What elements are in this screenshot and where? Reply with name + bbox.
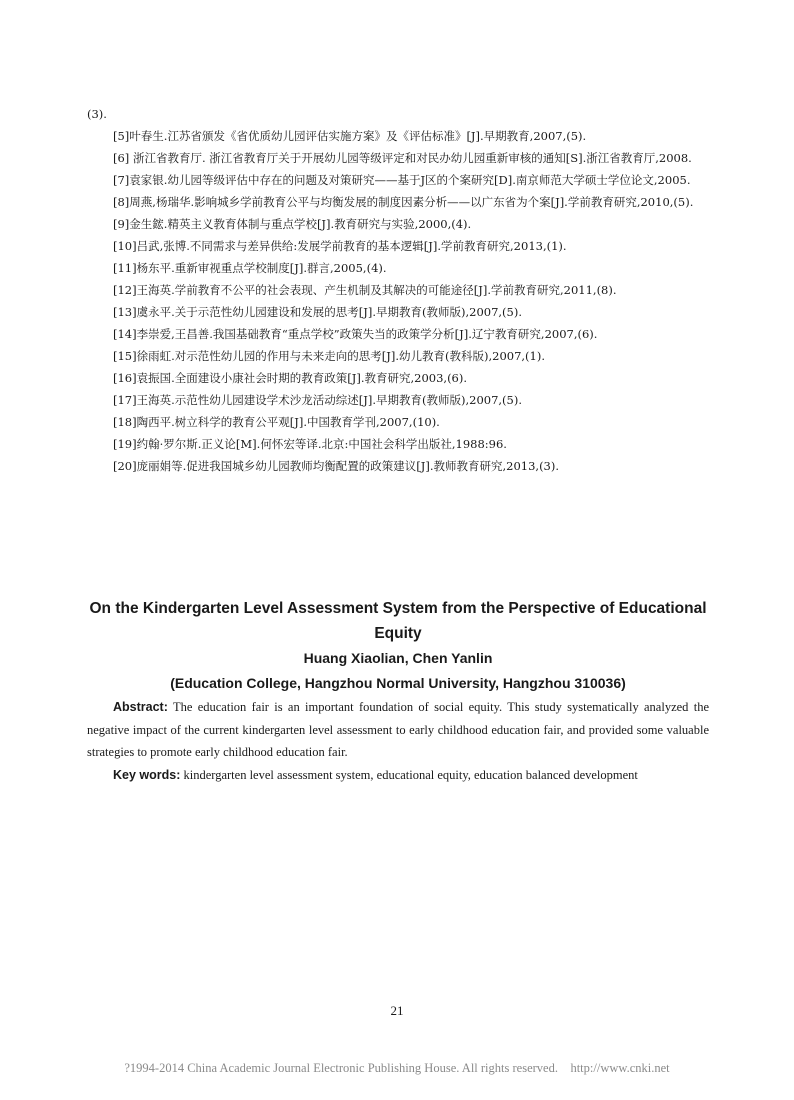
reference-item: [20]庞丽娟等.促进我国城乡幼儿园教师均衡配置的政策建议[J].教师教育研究,2013,(3). xyxy=(113,459,560,473)
keywords-label: Key words: xyxy=(113,767,181,782)
english-abstract xyxy=(87,696,709,764)
reference-item: [11]杨东平.重新审视重点学校制度[J].群言,2005,(4). xyxy=(113,261,387,275)
page-number: 21 xyxy=(390,1003,404,1018)
reference-item: [16]袁振国.全面建设小康社会时期的教育政策[J].教育研究,2003,(6). xyxy=(113,371,468,385)
english-title: On the Kindergarten Level Assessment System from the Perspective of Educational Equity xyxy=(89,600,707,642)
english-keywords xyxy=(87,764,709,787)
reference-item: [18]陶西平.树立科学的教育公平观[J].中国教育学刊,2007,(10). xyxy=(113,415,440,429)
reference-item: [14]李崇爱,王昌善.我国基础教育“重点学校”政策失当的政策学分析[J].辽宁教育研究,2007,(6). xyxy=(113,327,598,341)
reference-item: [15]徐雨虹.对示范性幼儿园的作用与未来走向的思考[J].幼儿教育(教科版),2007,(1). xyxy=(113,349,545,363)
reference-item: [9]金生鋐.精英主义教育体制与重点学校[J].教育研究与实验,2000,(4). xyxy=(113,217,472,231)
abstract-text: The education fair is an important foundation of social equity. This study systematically analyzed the negative impact of the current kindergarten level assessment to early childhood education fair, and provided some valuable strategies to promote early childhood education fair. xyxy=(87,700,709,759)
abstract-label: Abstract: xyxy=(113,700,168,714)
keywords-text: kindergarten level assessment system, educational equity, education balanced development xyxy=(183,767,638,782)
reference-item: [6] 浙江省教育厅. 浙江省教育厅关于开展幼儿园等级评定和对民办幼儿园重新审核的通知[S].浙江省教育厅,2008. xyxy=(113,151,692,165)
reference-item: [17]王海英.示范性幼儿园建设学术沙龙活动综述[J].早期教育(教师版),2007,(5). xyxy=(113,393,522,407)
reference-item: [7]袁家银.幼儿园等级评估中存在的问题及对策研究——基于J区的个案研究[D].南京师范大学硕士学位论文,2005. xyxy=(113,173,691,187)
reference-item: [5]叶春生.江苏省颁发《省优质幼儿园评估实施方案》及《评估标准》[J].早期教育,2007,(5). xyxy=(113,129,587,143)
english-authors: Huang Xiaolian, Chen Yanlin xyxy=(303,650,493,666)
reference-item: [10]吕武,张博.不同需求与差异供给:发展学前教育的基本逻辑[J].学前教育研究,2013,(1). xyxy=(113,239,567,253)
reference-item: [12]王海英.学前教育不公平的社会表现、产生机制及其解决的可能途径[J].学前教育研究,2011,(8). xyxy=(113,283,617,297)
english-abstract-section xyxy=(87,596,709,786)
copyright-footer: ?1994-2014 China Academic Journal Electronic Publishing House. All rights reserved. http://www.cnki.net xyxy=(124,1061,670,1075)
reference-item: (3). xyxy=(87,107,107,121)
english-affiliation: (Education College, Hangzhou Normal University, Hangzhou 310036) xyxy=(170,675,626,691)
reference-item: [8]周燕,杨瑞华.影响城乡学前教育公平与均衡发展的制度因素分析——以广东省为个案[J].学前教育研究,2010,(5). xyxy=(113,195,694,209)
reference-item: [13]虞永平.关于示范性幼儿园建设和发展的思考[J].早期教育(教师版),2007,(5). xyxy=(113,305,522,319)
reference-item: [19]约翰·罗尔斯.正义论[M].何怀宏等译.北京:中国社会科学出版社,1988:96. xyxy=(113,437,507,451)
reference-list xyxy=(87,103,709,477)
